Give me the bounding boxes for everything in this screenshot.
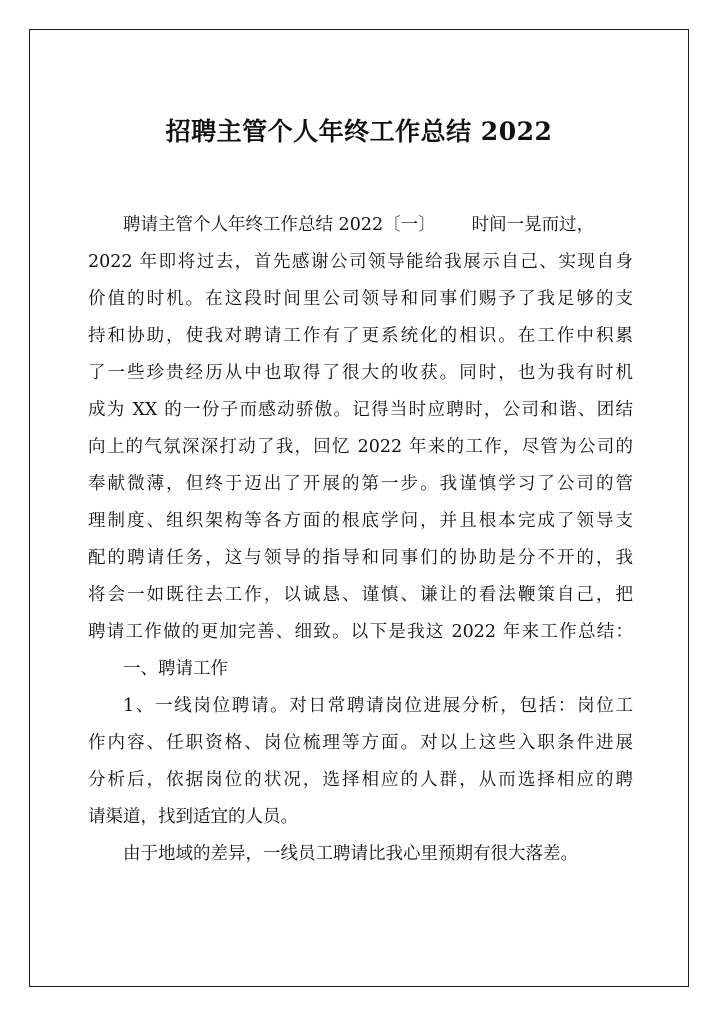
paragraph-line-5: 了一些珍贵经历从中也取得了很大的收获。同时，也为我有时机 xyxy=(88,363,633,383)
paragraph-line-6: 成为 XX 的一份子而感动骄傲。记得当时应聘时，公司和谐、团结 xyxy=(88,400,633,420)
paragraph-line-16: 分析后，依据岗位的状况，选择相应的人群，从而选择相应的聘 xyxy=(88,770,633,790)
subtitle-text: 聘请主管个人年终工作总结 2022〔一〕 xyxy=(123,215,436,235)
paragraph-line-12: 聘请工作做的更加完善、细致。以下是我这 2022 年来工作总结： xyxy=(88,622,633,642)
paragraph-line-9: 理制度、组织架构等各方面的根底学问，并且根本完成了领导支 xyxy=(88,511,633,531)
paragraph-line-15: 作内容、任职资格、岗位梳理等方面。对以上这些入职条件进展 xyxy=(88,733,633,753)
document-body xyxy=(88,207,633,873)
paragraph-line-14: 1、一线岗位聘请。对日常聘请岗位进展分析，包括：岗位工 xyxy=(123,696,633,716)
section-heading: 一、聘请工作 xyxy=(123,659,228,679)
paragraph-start-text: 时间一晃而过， xyxy=(471,215,595,235)
paragraph-line-3: 价值的时机。在这段时间里公司领导和同事们赐予了我足够的支 xyxy=(88,289,633,309)
paragraph-line-8: 奉献微薄，但终于迈出了开展的第一步。我谨慎学习了公司的管 xyxy=(88,474,633,494)
paragraph-line-7: 向上的气氛深深打动了我，回忆 2022 年来的工作，尽管为公司的 xyxy=(88,437,633,457)
paragraph-line-11: 将会一如既往去工作，以诚恳、谨慎、谦让的看法鞭策自己，把 xyxy=(88,585,633,605)
document-title: 招聘主管个人年终工作总结 2022 xyxy=(165,117,553,146)
paragraph-line-17: 请渠道，找到适宜的人员。 xyxy=(88,807,298,827)
paragraph-line-1 xyxy=(88,207,633,244)
paragraph-line-4: 持和协助，使我对聘请工作有了更系统化的相识。在工作中积累 xyxy=(88,326,633,346)
paragraph-line-18: 由于地域的差异，一线员工聘请比我心里预期有很大落差。 xyxy=(123,844,578,864)
paragraph-line-2: 2022 年即将过去，首先感谢公司领导能给我展示自己、实现自身 xyxy=(88,252,633,272)
paragraph-line-10: 配的聘请任务，这与领导的指导和同事们的协助是分不开的，我 xyxy=(88,548,633,568)
